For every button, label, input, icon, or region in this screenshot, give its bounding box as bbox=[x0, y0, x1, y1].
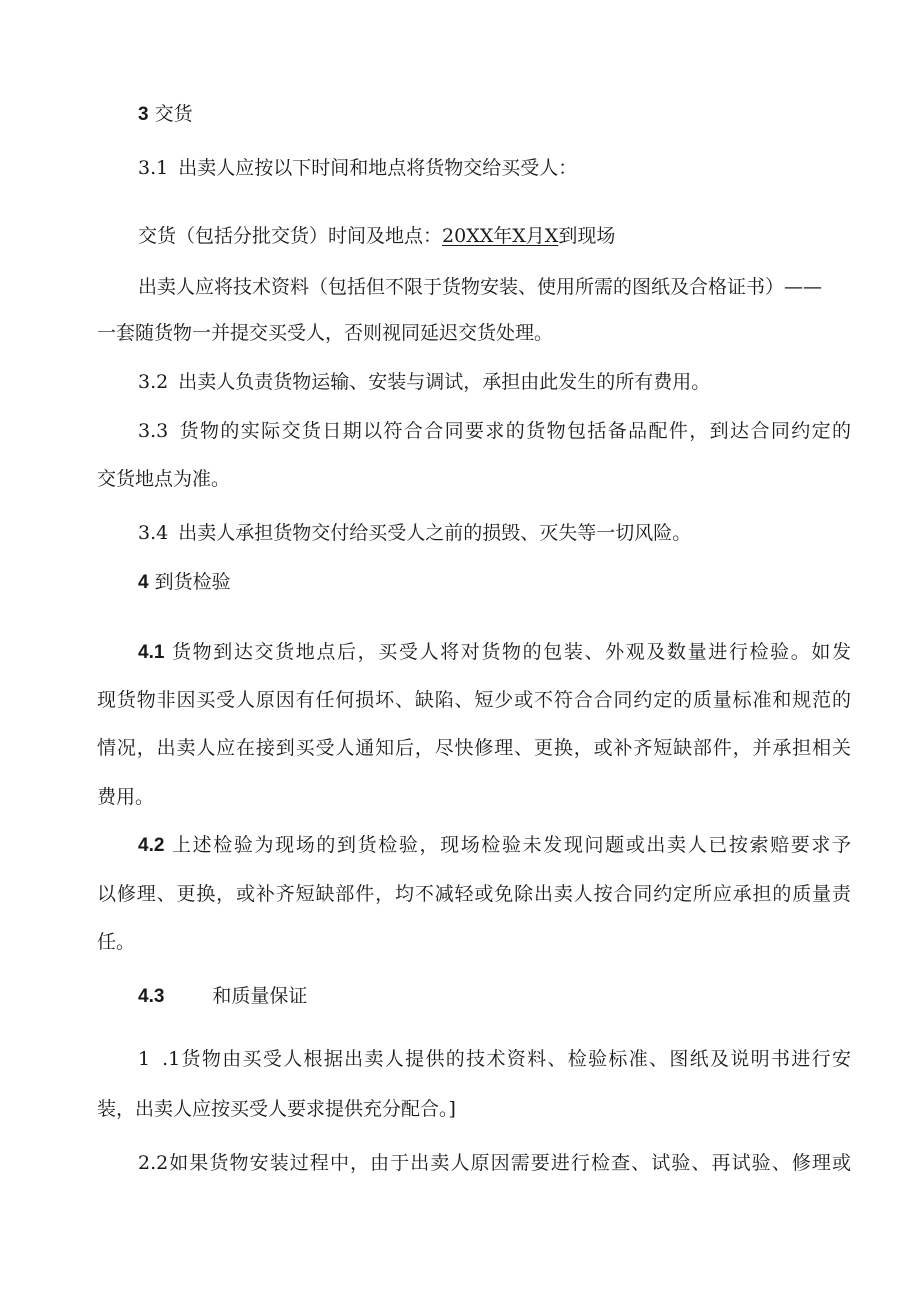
section-3-title: 交货 bbox=[154, 103, 193, 125]
clause-2-2-line-1: 2.2如果货物安装过程中，由于出卖人原因需要进行检查、试验、再试验、修理或 bbox=[138, 1152, 851, 1174]
delivery-date: 20XX年X月X bbox=[442, 225, 559, 247]
clause-3-4 bbox=[138, 520, 691, 546]
clause-3-3-number: 3.3 bbox=[138, 420, 169, 442]
clause-4-2-number: 4.2 bbox=[138, 835, 165, 856]
clause-4-1-number: 4.1 bbox=[138, 642, 165, 663]
delivery-time-place bbox=[138, 223, 615, 249]
clause-4-2-line-2: 以修理、更换，或补齐短缺部件，均不减轻或免除出卖人按合同约定所应承担的质量责 bbox=[97, 883, 851, 905]
delivery-label: 交货（包括分批交货）时间及地点： bbox=[138, 225, 443, 247]
clause-1-1-text-1: .1货物由买受人根据出卖人提供的技术资料、检验标准、图纸及说明书进行安 bbox=[162, 1048, 851, 1070]
clause-3-3-line-2: 交货地点为准。 bbox=[97, 468, 231, 490]
clause-3-2-text: 出卖人负责货物运输、安装与调试，承担由此发生的所有费用。 bbox=[178, 371, 711, 393]
section-3-heading bbox=[138, 101, 193, 128]
clause-3-2 bbox=[138, 369, 710, 395]
tech-docs-line-2: 一套随货物一并提交买受人，否则视同延迟交货处理。 bbox=[97, 322, 554, 344]
clause-4-1-line-4: 费用。 bbox=[97, 786, 155, 808]
clause-4-2-text-1: 上述检验为现场的到货检验，现场检验未发现问题或出卖人已按索赔要求予 bbox=[170, 834, 851, 856]
clause-4-3-text: 和质量保证 bbox=[212, 985, 308, 1007]
clause-1-1-line-2: 装，出卖人应按买受人要求提供充分配合。] bbox=[97, 1098, 456, 1120]
tech-docs-line-1: 出卖人应将技术资料（包括但不限于货物安装、使用所需的图纸及合格证书）—— bbox=[138, 276, 823, 298]
clause-4-1-line-3: 情况，出卖人应在接到买受人通知后，尽快修理、更换，或补齐短缺部件，并承担相关 bbox=[97, 737, 851, 759]
clause-3-4-text: 出卖人承担货物交付给买受人之前的损毁、灭失等一切风险。 bbox=[178, 522, 692, 544]
clause-3-3-line-1 bbox=[138, 418, 851, 444]
clause-3-4-number: 3.4 bbox=[138, 522, 169, 544]
clause-3-1-number: 3.1 bbox=[138, 157, 169, 179]
clause-4-2-line-1 bbox=[138, 832, 851, 859]
clause-3-2-number: 3.2 bbox=[138, 371, 169, 393]
section-4-title: 到货检验 bbox=[154, 571, 231, 593]
clause-3-3-text: 货物的实际交货日期以符合合同要求的货物包括备品配件，到达合同约定的 bbox=[178, 420, 851, 442]
clause-1-1-line-1 bbox=[138, 1046, 851, 1072]
delivery-suffix: 到现场 bbox=[558, 225, 616, 247]
clause-3-1-text: 出卖人应按以下时间和地点将货物交给买受人： bbox=[178, 157, 578, 179]
section-4-heading bbox=[138, 569, 231, 596]
section-3-number: 3 bbox=[138, 104, 149, 125]
clause-4-1-line-2: 现货物非因买受人原因有任何损坏、缺陷、短少或不符合合同约定的质量标准和规范的 bbox=[97, 689, 851, 711]
clause-1-1-number: 1 bbox=[138, 1048, 151, 1070]
clause-4-1-text-1: 货物到达交货地点后，买受人将对货物的包装、外观及数量进行检验。如发 bbox=[170, 641, 851, 663]
clause-4-2-line-3: 任。 bbox=[97, 931, 136, 953]
clause-3-1 bbox=[138, 155, 577, 181]
clause-4-3-number: 4.3 bbox=[138, 986, 165, 1007]
clause-4-3 bbox=[138, 983, 307, 1010]
clause-4-1-line-1 bbox=[138, 639, 851, 666]
section-4-number: 4 bbox=[138, 572, 149, 593]
